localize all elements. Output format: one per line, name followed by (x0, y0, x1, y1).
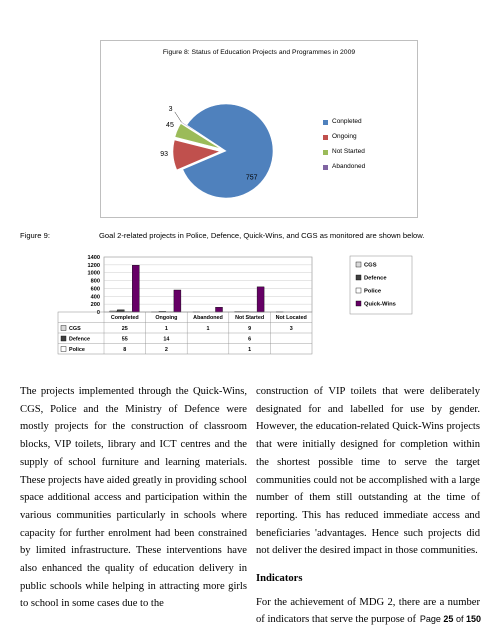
bar-chart-svg (0, 250, 495, 375)
bar-quick-wins-not-started (257, 287, 264, 312)
bar-quick-wins-completed (132, 265, 139, 312)
table-row-name: Defence (69, 336, 90, 343)
bar-y-tick-label: 600 (90, 286, 100, 293)
right-column (256, 383, 480, 629)
bar-legend-swatch (356, 275, 361, 280)
pie-legend-label: Not Started (332, 148, 365, 155)
figure-9-caption (20, 231, 490, 240)
bar-legend-swatch (356, 262, 361, 267)
right-paragraph-1: construction of VIP toilets that were deliberately designated for and labelled for use by gender. However, the education-related Quick-Wins projects that were initially designed for completion within the shortest possible time to serve the target communities could not be accomplished with a large number of them still outstanding at the time of reporting. This has reduced immediate access and beneficiaries 'advantages. Hence such projects did not deliver the desired impact in those communities. (256, 386, 480, 557)
bar-legend-label: CGS (364, 262, 377, 269)
pie-legend-label: Conpleted (332, 118, 362, 125)
pie-leader-line (175, 112, 182, 122)
pie-legend-label: Ongoing (332, 133, 357, 140)
table-cell: 8 (123, 347, 127, 353)
pie-data-label: 3 (168, 106, 173, 114)
bar-legend-swatch (356, 288, 361, 293)
table-cell: 14 (163, 336, 170, 343)
table-cell: 6 (248, 336, 252, 343)
figure-9-chart (0, 250, 495, 375)
page-total: 150 (465, 614, 481, 624)
left-paragraph: The projects implemented through the Quick-Wins, CGS, Police and the Ministry of Defence were mostly projects for the construction of classroom blocks, VIP toilets, library and ICT centres and the supply of school furniture and learning materials. These projects have aided greatly in providing school space additional access and participation within the various communities particularly in schools where capacity for further enrolment had been constrained by limited infrastructure. These interventions have also enhanced the quality of education delivery in public schools while helping in attracting more girls to school in some cases due to the (20, 386, 247, 610)
pie-data-label: 93 (160, 150, 169, 158)
pie-legend-swatch (323, 165, 328, 170)
bar-category-label: Abandoned (193, 315, 223, 321)
bar-y-tick-label: 200 (90, 302, 100, 309)
bar-category-label: Completed (110, 315, 139, 321)
pie-legend-swatch (323, 120, 328, 125)
bar-legend-label: Defence (364, 275, 387, 282)
bar-y-tick-label: 1200 (87, 262, 100, 269)
table-row-name: Police (69, 347, 85, 353)
table-cell: 1 (164, 326, 168, 332)
bar-y-tick-label: 0 (96, 310, 100, 316)
figure-8-title: Figure 8: Status of Education Projects and Programmes in 2009 (162, 49, 356, 56)
pie-legend-swatch (323, 135, 328, 140)
figure-9-label: Figure 9: (20, 231, 50, 240)
table-legend-key (61, 336, 66, 341)
figure-8-chart (100, 40, 418, 218)
pie-data-label: 757 (245, 174, 258, 182)
table-legend-key (61, 347, 66, 352)
bar-defence-completed (117, 310, 124, 312)
bar-legend-label: Quick-Wins (364, 301, 396, 308)
bar-legend-label: Police (364, 288, 382, 295)
bar-category-label: Not Started (235, 315, 265, 321)
bar-category-label: Not Located (275, 315, 307, 321)
bar-legend-swatch (356, 301, 361, 306)
bar-y-tick-label: 1400 (87, 255, 100, 261)
bar-y-tick-label: 1000 (87, 270, 100, 277)
bar-category-label: Ongoing (155, 315, 178, 321)
table-cell: 9 (248, 326, 252, 332)
page-current: 25 (443, 614, 454, 624)
pie-legend-label: Abandoned (332, 163, 366, 170)
figure-9-caption-text: Goal 2-related projects in Police, Defence, Quick-Wins, and CGS as monitored are shown below. (99, 231, 425, 240)
pie-data-label: 45 (166, 121, 174, 129)
right-paragraph-2: For the achievement of MDG 2, there are a number of indicators that serve the purpose of (256, 596, 480, 626)
pie-legend-swatch (323, 150, 328, 155)
table-cell: 3 (289, 326, 293, 332)
table-cell: 2 (164, 347, 168, 353)
bar-y-tick-label: 800 (90, 278, 100, 285)
indicators-heading: Indicators (256, 573, 303, 585)
table-cell: 55 (121, 336, 128, 343)
table-cell: 25 (121, 326, 128, 332)
pie-chart-svg (101, 41, 417, 217)
left-column (20, 383, 247, 613)
bar-quick-wins-abandoned (216, 307, 223, 312)
bar-y-tick-label: 400 (90, 294, 100, 301)
of-word: of (455, 614, 464, 624)
table-cell: 1 (248, 347, 252, 353)
page-number (420, 614, 481, 624)
bar-quick-wins-ongoing (174, 290, 181, 312)
table-row-name: CGS (69, 326, 81, 332)
table-legend-key (61, 326, 66, 331)
page-word: Page (419, 614, 441, 624)
table-cell: 1 (206, 326, 210, 332)
